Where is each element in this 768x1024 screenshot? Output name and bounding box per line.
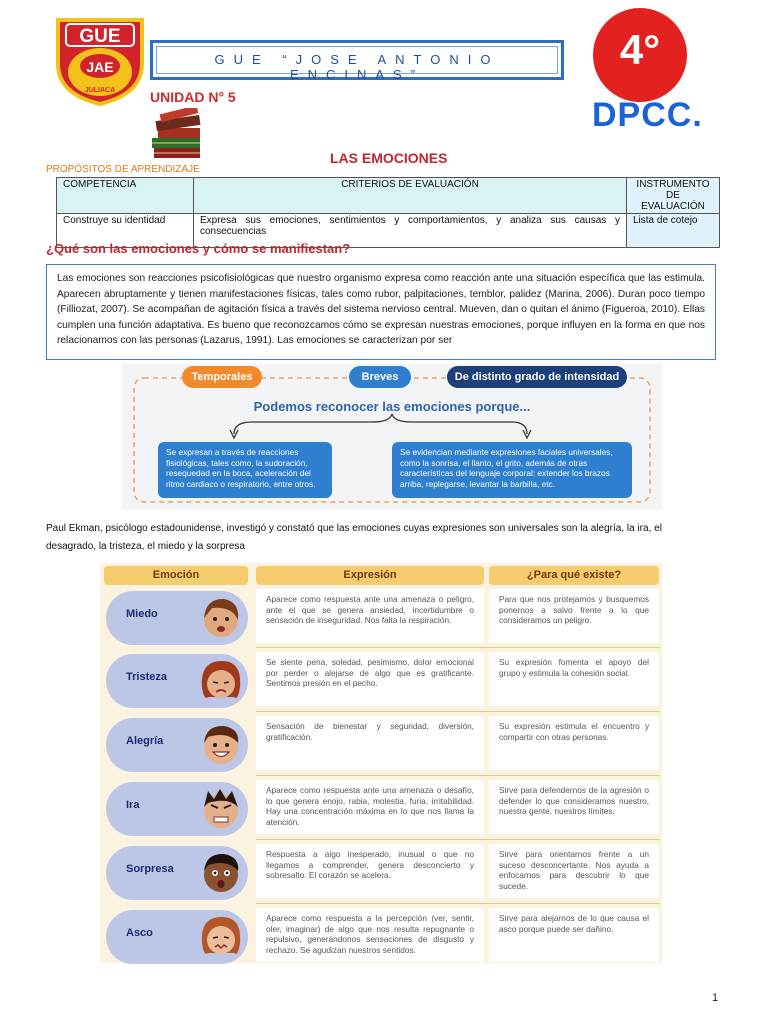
sad-face-icon bbox=[198, 657, 244, 705]
emotion-purpose: Sirve para defendernos de la agresión o defender lo que consideramos nuestro, nuestra gente, nuestros límites. bbox=[489, 780, 659, 834]
pill-breves: Breves bbox=[349, 366, 411, 388]
table-header-criterios: CRITERIOS DE EVALUACIÓN bbox=[194, 178, 627, 214]
emotion-expression: Se siente pena, soledad, pesimismo, dolor emocional por perder o alejarse de algo que es gratificante. Sentimos presión en el pecho. bbox=[256, 652, 484, 706]
emotions-table bbox=[100, 563, 662, 963]
emotion-name: Sorpresa bbox=[126, 863, 174, 875]
row-divider bbox=[256, 647, 660, 648]
emotion-expression: Sensación de bienestar y seguridad, diversión, gratificación. bbox=[256, 716, 484, 770]
emotion-purpose: Sirve para alejarnos de lo que causa el asco porque puede ser dañino. bbox=[489, 908, 659, 962]
emotion-row-tristeza bbox=[100, 648, 662, 706]
table-header-row bbox=[57, 178, 720, 214]
fearful-face-icon bbox=[198, 594, 244, 642]
school-crest-logo bbox=[52, 14, 148, 106]
happy-face-icon bbox=[198, 721, 244, 769]
svg-text:GUE: GUE bbox=[79, 26, 121, 47]
emotion-purpose: Su expresión estimula el encuentro y compartir con otras personas. bbox=[489, 716, 659, 770]
purposes-label: PROPÓSITOS DE APRENDIZAJE bbox=[46, 164, 200, 175]
table-header-instrumento: INSTRUMENTO DE EVALUACIÓN bbox=[627, 178, 720, 214]
table-header-competencia: COMPETENCIA bbox=[57, 178, 194, 214]
infographic-title: Podemos reconocer las emociones porque... bbox=[253, 399, 531, 414]
school-name: GUE “JOSE ANTONIO ENCINAS” bbox=[214, 52, 500, 82]
grade-label: 4° bbox=[619, 26, 661, 73]
table-cell-competencia: Construye su identidad bbox=[57, 214, 194, 248]
emotion-row-sorpresa bbox=[100, 840, 662, 898]
section-question: ¿Qué son las emociones y cómo se manifiestan? bbox=[46, 241, 351, 256]
table-cell-instrumento: Lista de cotejo bbox=[627, 214, 720, 248]
emotion-purpose: Sirve para orientarnos frente a un suceso desconcertante. Nos ayuda a enfocarnos para descubrir lo que sucede. bbox=[489, 844, 659, 898]
infographic-left-box: Se expresan a través de reacciones fisiológicas, tales como, la sudoración, resequedad en la boca, aceleración del ritmo cardiaco o respiratorio, entre otros. bbox=[158, 442, 332, 498]
svg-text:JULIACA: JULIACA bbox=[84, 87, 116, 94]
row-divider bbox=[256, 903, 660, 904]
books-icon bbox=[148, 108, 206, 164]
surprised-face-icon bbox=[198, 849, 244, 897]
ekman-paragraph: Paul Ekman, psicólogo estadounidense, investigó y constató que las emociones cuyas expresiones son universales son la alegría, la ira, el desagrado, la tristeza, el miedo y la sorpresa bbox=[46, 523, 662, 552]
emotion-expression: Aparece como respuesta a la percepción (ver, sentir, oler, imaginar) de algo que nos resulta repugnante o repulsivo, generándonos sensaciones de disgusto y rechazo. Se agudizan nuestros sentidos. bbox=[256, 908, 484, 962]
emotion-name: Ira bbox=[126, 799, 140, 811]
intro-paragraph: Las emociones son reacciones psicofisiológicas que nuestro organismo expresa como reacción ante una situación específica que las estimula. Aparecen abruptamente y tienen manifestaciones físicas, tales como rubor, palpitaciones, temblor, palidez (Marina, 2006). Duran poco tiempo (Filliozat, 2007). Se acompañan de agitación física a través del sistema nervioso central. Mueven, dan o quitan el ánimo (Figueroa, 2010). Ellas cumplen una función adaptativa. Es bueno que reconozcamos cómo se expresan nuestras emociones, porque influyen en la forma en que nos relacionamos con las personas (Lazarus, 1991). Las emociones se caracterizan por ser bbox=[46, 264, 716, 360]
unit-label: UNIDAD N° 5 bbox=[150, 89, 236, 105]
disgusted-face-icon bbox=[198, 913, 244, 961]
emotions-header-emocion: Emoción bbox=[104, 566, 248, 585]
emotion-row-miedo bbox=[100, 585, 662, 643]
emotion-expression: Respuesta a algo inesperado, inusual o que no llegamos a comprender, genera desconcierto y sobresalto. El corazón se acelera. bbox=[256, 844, 484, 898]
page-number: 1 bbox=[712, 992, 719, 1004]
row-divider bbox=[256, 839, 660, 840]
svg-text:JAE: JAE bbox=[86, 59, 114, 75]
pill-temporales: Temporales bbox=[182, 366, 262, 388]
emotion-name: Miedo bbox=[126, 608, 158, 620]
angry-face-icon bbox=[198, 785, 244, 833]
emotion-row-asco bbox=[100, 904, 662, 962]
emotion-name: Alegría bbox=[126, 735, 164, 747]
emotion-purpose: Para que nos protejamos y busquemos ponernos a salvo frente a lo que consideramos un peligro. bbox=[489, 589, 659, 643]
emotion-expression: Aparece como respuesta ante una amenaza o desafío, lo que genera enojo, rabia, molestia, furia, irritabilidad. Hay una concentración máxima en lo que nos llama la atención. bbox=[256, 780, 484, 834]
emotion-expression: Aparece como respuesta ante una amenaza o peligro, ante el que se genera ansiedad, incertidumbre o sensación de inseguridad. Nos falta la respiración. bbox=[256, 589, 484, 643]
emotion-row-alegria bbox=[100, 712, 662, 770]
emotions-header-para-que: ¿Para qué existe? bbox=[489, 566, 659, 585]
table-cell-criterios: Expresa sus emociones, sentimientos y comportamientos, y analiza sus causas y consecuencias bbox=[194, 214, 627, 248]
emotions-header-expresion: Expresión bbox=[256, 566, 484, 585]
emotion-name: Asco bbox=[126, 927, 153, 939]
emotions-infographic bbox=[122, 364, 662, 510]
infographic-right-box: Se evidencian mediante expresiones faciales universales, como la sonrisa, el llanto, el grito, además de otras características del lenguaje corporal: extender los brazos arriba, replegarse, levantar la barbilla, etc. bbox=[392, 442, 632, 498]
subject-label: DPCC. bbox=[592, 96, 703, 134]
school-name-box bbox=[150, 40, 564, 80]
page-title: LAS EMOCIONES bbox=[330, 150, 448, 166]
emotion-purpose: Su expresión fomenta el apoyo del grupo y estimula la cohesión social. bbox=[489, 652, 659, 706]
competency-table bbox=[56, 177, 720, 248]
row-divider bbox=[256, 711, 660, 712]
emotion-row-ira bbox=[100, 776, 662, 834]
emotion-name: Tristeza bbox=[126, 671, 167, 683]
pill-intensidad: De distinto grado de intensidad bbox=[447, 366, 627, 388]
row-divider bbox=[256, 775, 660, 776]
